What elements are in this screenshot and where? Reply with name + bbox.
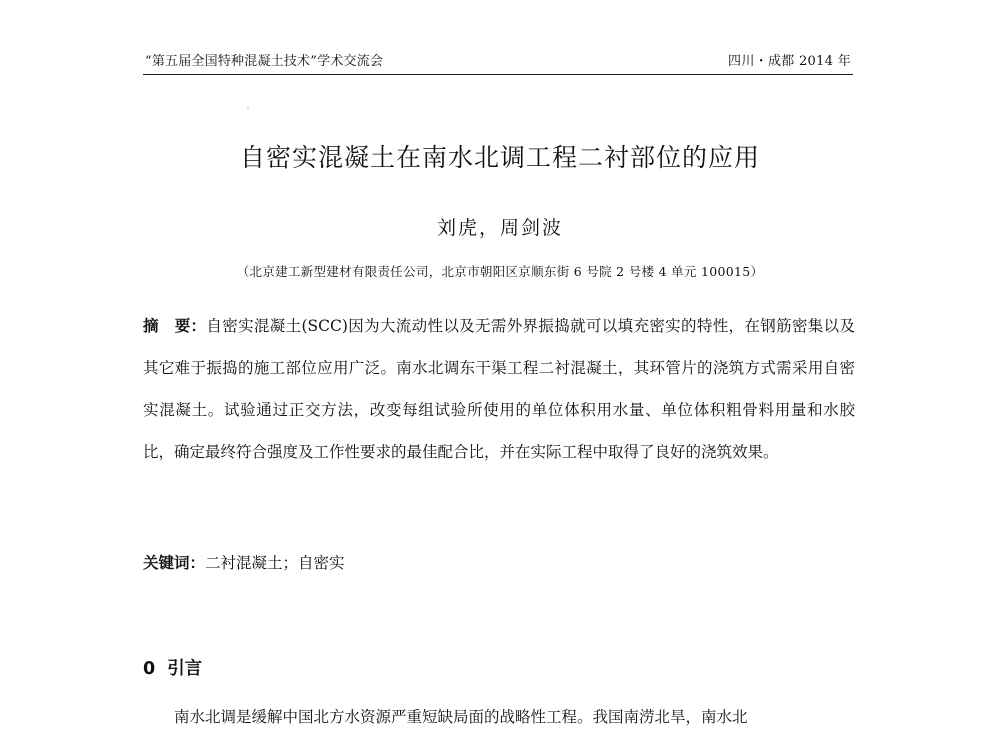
keywords bbox=[143, 551, 345, 573]
scan-speck bbox=[247, 108, 249, 109]
section-title: 引言 bbox=[167, 659, 203, 679]
abstract-text: 自密实混凝土(SCC)因为大流动性以及无需外界振捣就可以填充密实的特性，在钢筋密集以及其它难于振捣的施工部位应用广泛。南水北调东干渠工程二衬混凝土，其环管片的浇筑方式需采用自密实混凝土。试验通过正交方法，改变每组试验所使用的单位体积用水量、单位体积粗骨料用量和水胶比，确定最终符合强度及工作性要求的最佳配合比，并在实际工程中取得了良好的浇筑效果。 bbox=[143, 317, 855, 461]
abstract-label: 摘 要： bbox=[143, 317, 207, 335]
paper-title: 自密实混凝土在南水北调工程二衬部位的应用 bbox=[239, 143, 760, 172]
abstract bbox=[143, 305, 855, 473]
keywords-label: 关键词： bbox=[143, 554, 206, 572]
author-affiliation: （北京建工新型建材有限责任公司，北京市朝阳区京顺东街 6 号院 2 号楼 4 单元 100015） bbox=[236, 264, 764, 279]
introduction-paragraph: 南水北调是缓解中国北方水资源严重短缺局面的战略性工程。我国南涝北旱，南水北 bbox=[174, 708, 748, 726]
conference-name: “第五届全国特种混凝土技术”学术交流会 bbox=[145, 54, 384, 69]
conference-location-year: 四川・成都 2014 年 bbox=[728, 54, 851, 69]
paper-authors: 刘虎，周剑波 bbox=[436, 217, 563, 239]
section-heading-introduction bbox=[143, 655, 202, 680]
keywords-text: 二衬混凝土；自密实 bbox=[205, 554, 345, 572]
section-number: 0 bbox=[143, 659, 156, 679]
page-header bbox=[143, 44, 853, 75]
